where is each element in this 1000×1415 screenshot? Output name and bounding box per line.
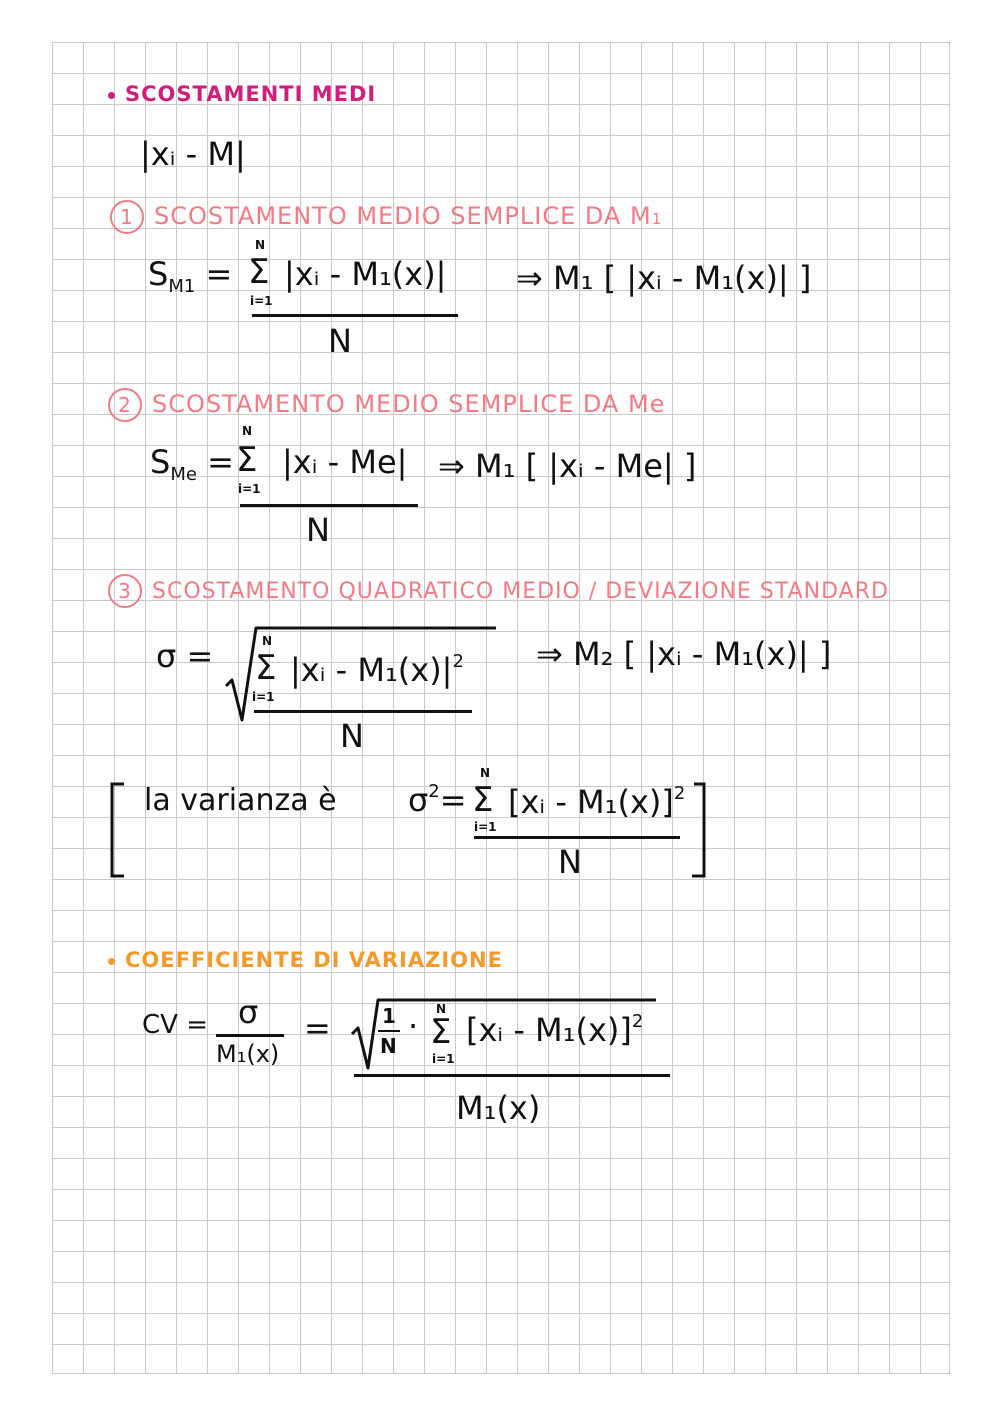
sum-lower: i=1 <box>474 820 497 834</box>
heading-section-1: 1 SCOSTAMENTO MEDIO SEMPLICE DA M1 <box>110 200 662 234</box>
variance-fraction-bar <box>474 836 680 839</box>
sum-lower: i=1 <box>238 482 261 496</box>
f1-lhs: $S_{M1}$ = <box>148 255 233 297</box>
f3-rhs: ⇒ M₂ [ |xᵢ - M₁(x)| ] <box>536 635 832 673</box>
sum-symbol: Σ <box>255 648 277 688</box>
bullet-icon <box>108 92 115 99</box>
sum-upper: N <box>436 1002 447 1016</box>
cv-frac-numerator: σ <box>238 993 259 1031</box>
heading-scostamenti-medi: SCOSTAMENTI MEDI <box>108 82 376 106</box>
sum-lower: i=1 <box>432 1052 455 1066</box>
bullet-icon <box>108 958 115 965</box>
heading-coefficiente: COEFFICIENTE DI VARIAZIONE <box>108 948 503 972</box>
right-bracket-icon <box>690 782 710 880</box>
variance-label: la varianza è <box>144 783 337 818</box>
f2-lhs: $S_{Me}$ = <box>150 443 234 485</box>
f2-rhs: ⇒ M₁ [ |xᵢ - Me| ] <box>438 447 697 485</box>
sum-lower: i=1 <box>252 690 275 704</box>
variance-lhs: $\sigma^2=$ <box>408 781 467 819</box>
cv-frac-bar <box>216 1034 284 1037</box>
cv-one: 1 <box>382 1004 396 1028</box>
generic-deviation: |xᵢ - M| <box>140 135 246 173</box>
f3-numerator: |xᵢ - $M_1(x)|^2$ <box>290 651 464 689</box>
sum-symbol: Σ <box>472 780 494 820</box>
heading-section-3: 3 SCOSTAMENTO QUADRATICO MEDIO / DEVIAZIONE STANDARD <box>108 574 889 608</box>
sum-upper: N <box>255 238 266 252</box>
cv-denominator: M₁(x) <box>456 1089 541 1127</box>
variance-denominator: N <box>558 843 582 881</box>
circled-number-2: 2 <box>108 388 142 422</box>
cv-numerator: [xᵢ - M₁(x)]$^2$ <box>466 1011 644 1049</box>
heading-section-2: 2 SCOSTAMENTO MEDIO SEMPLICE DA Me <box>108 388 665 422</box>
f3-fraction-bar <box>254 710 472 713</box>
cv-eq: = <box>304 1009 331 1047</box>
sum-upper: N <box>480 766 491 780</box>
cv-lhs: CV = <box>142 1010 208 1040</box>
f1-rhs: ⇒ M₁ [ |xᵢ - M₁(x)| ] <box>516 259 812 297</box>
f2-fraction-bar <box>240 504 418 507</box>
sum-upper: N <box>262 634 273 648</box>
f2-denominator: N <box>306 511 330 549</box>
left-bracket-icon <box>108 782 128 880</box>
sum-symbol: Σ <box>236 440 258 480</box>
circled-number-3: 3 <box>108 574 142 608</box>
variance-numerator: [xᵢ - M₁(x)]$^2$ <box>508 783 686 821</box>
f1-numerator: |xᵢ - M₁(x)| <box>284 255 447 293</box>
cv-one-over-n-bar <box>378 1030 400 1032</box>
sum-lower: i=1 <box>250 294 273 308</box>
sum-symbol: Σ <box>248 252 270 292</box>
sum-upper: N <box>242 424 253 438</box>
cv-dot: · <box>408 1007 419 1045</box>
cv-frac-denominator: M₁(x) <box>216 1040 280 1068</box>
f3-lhs: σ = <box>156 637 214 675</box>
f1-fraction-bar <box>252 314 458 317</box>
cv-n: N <box>380 1034 397 1058</box>
circled-number-1: 1 <box>110 200 144 234</box>
sum-symbol: Σ <box>430 1012 452 1052</box>
f3-denominator: N <box>340 717 364 755</box>
f2-numerator: |xᵢ - Me| <box>282 443 408 481</box>
cv-main-fraction-bar <box>354 1074 670 1077</box>
f1-denominator: N <box>328 322 352 360</box>
